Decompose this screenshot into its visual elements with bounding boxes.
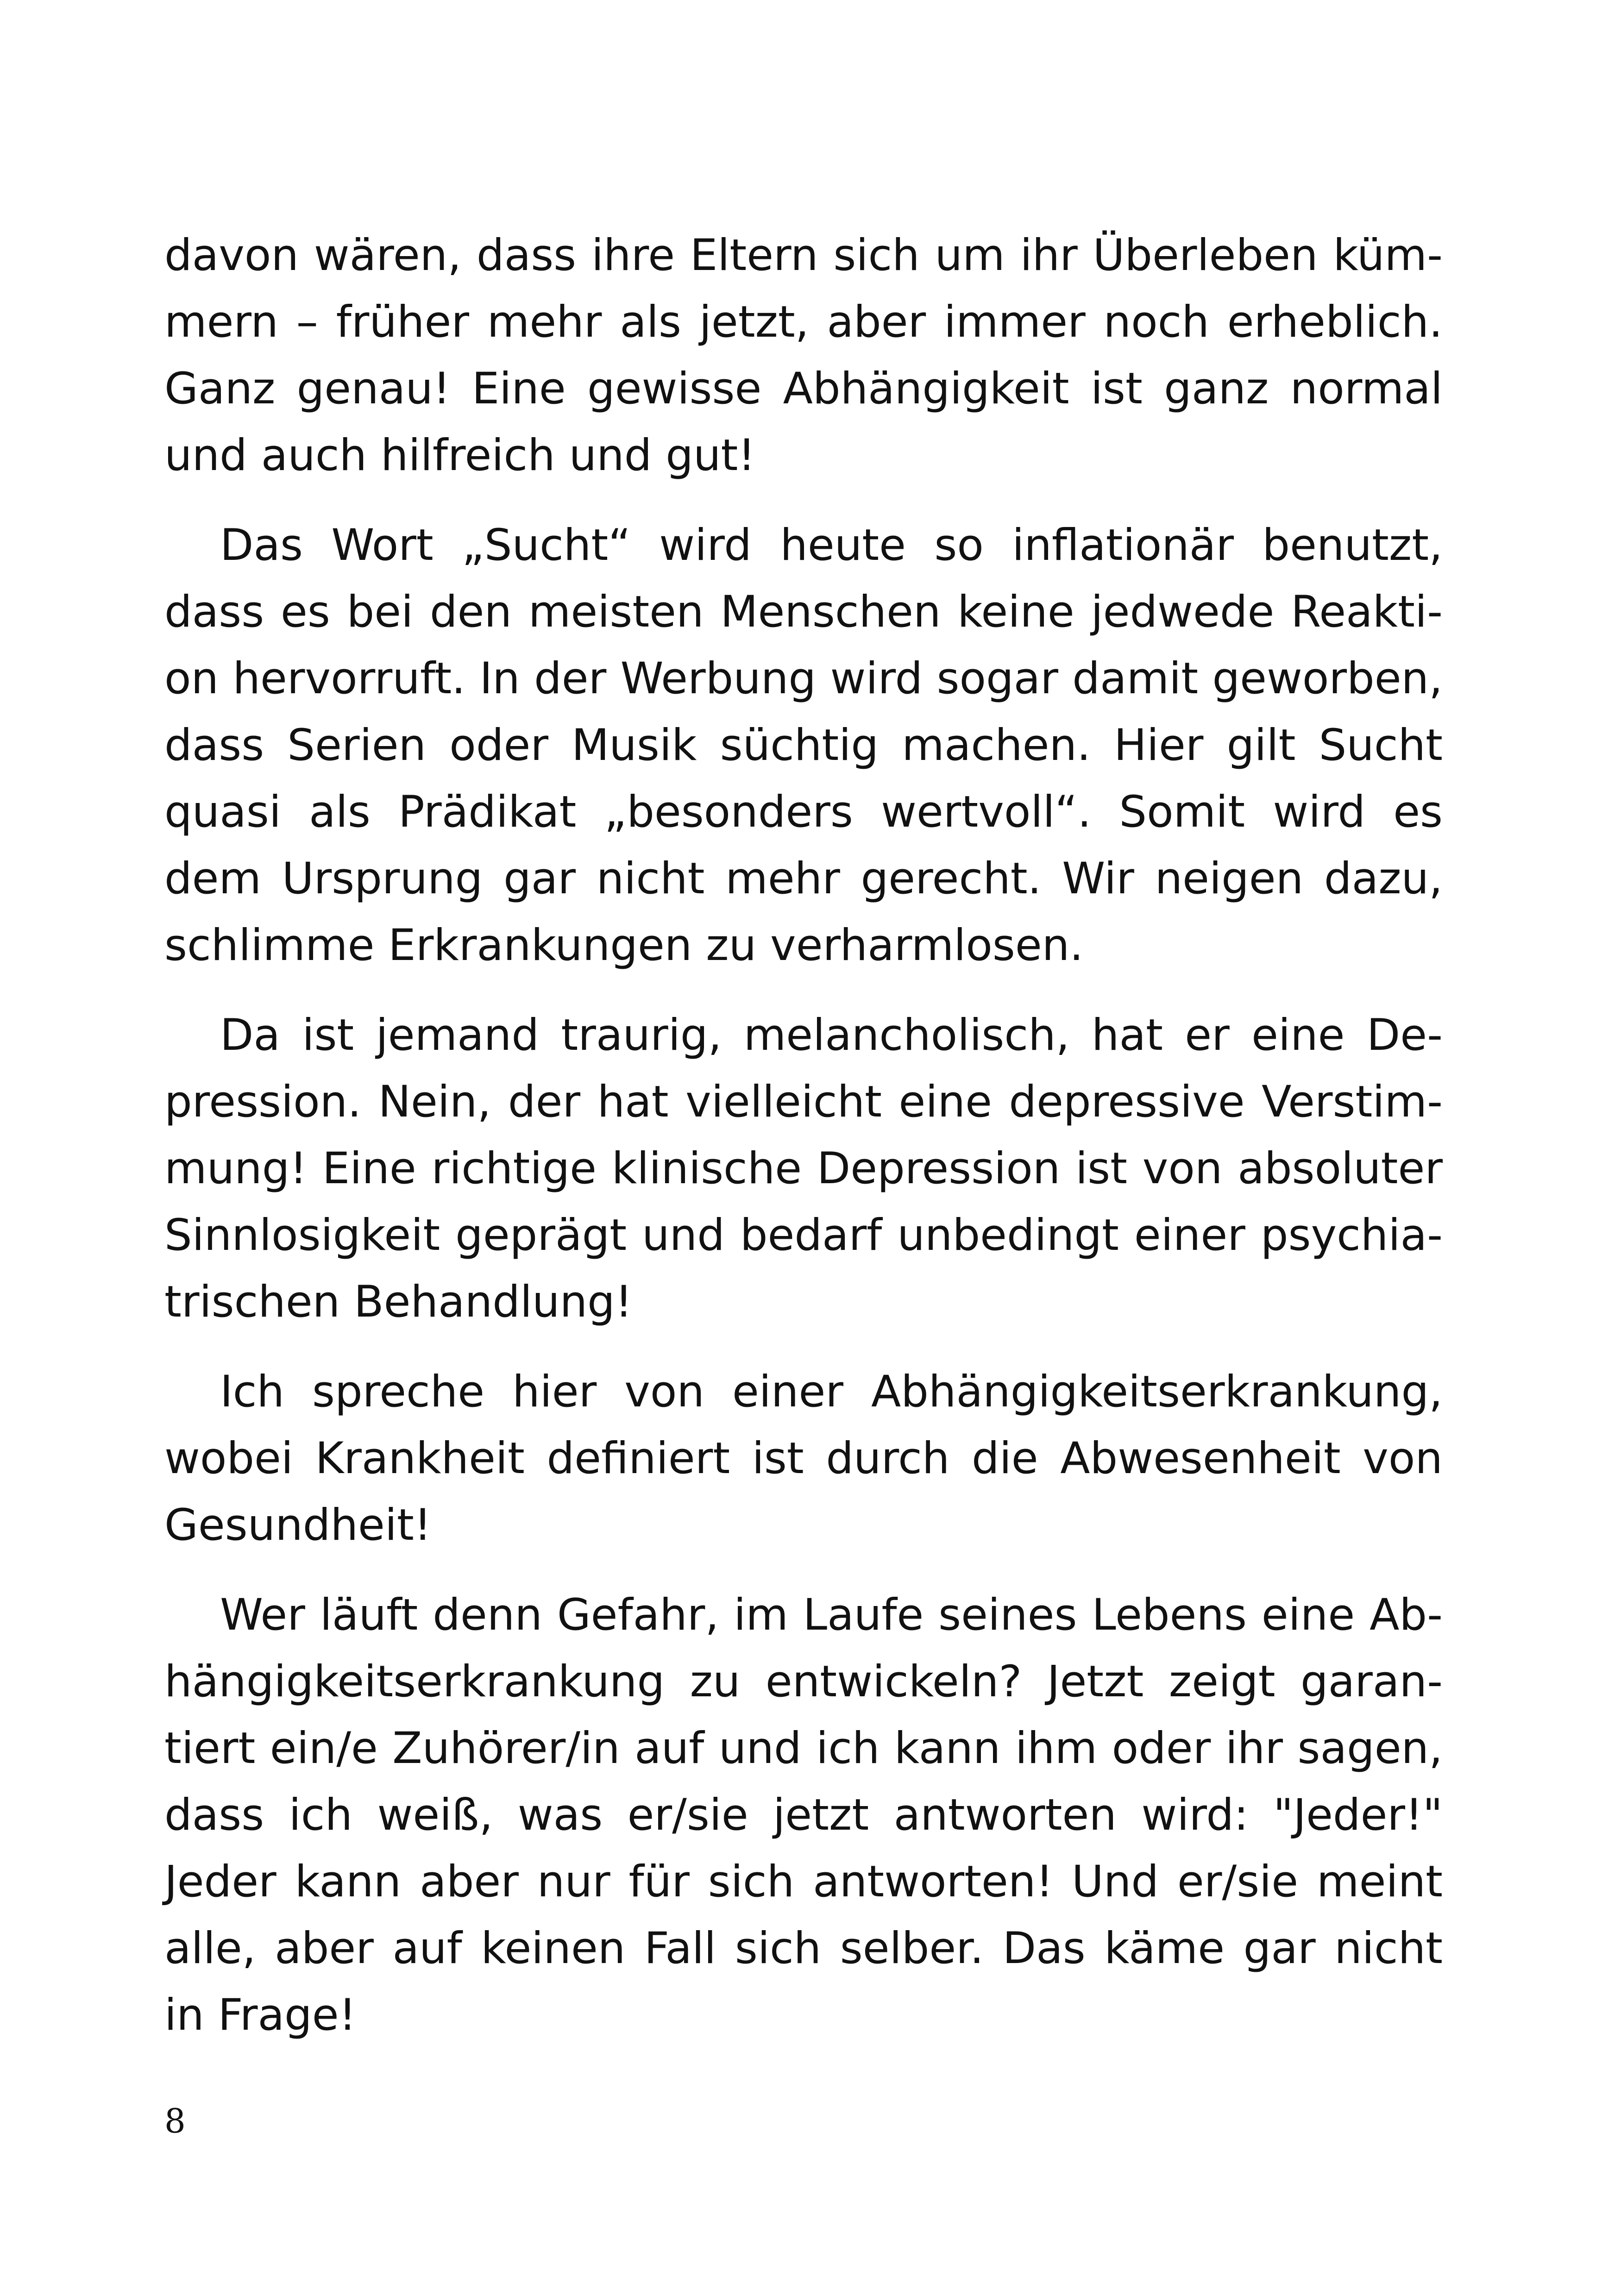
paragraph-2: Das Wort „Sucht“ wird heute so inflationär benutzt, dass es bei den meisten Menschen keine jedwede Reaktion hervorruft. In der Werbung wird sogar damit geworben, dass Serien oder Musik süchtig machen. Hier gilt Sucht quasi als Prädikat „besonders wertvoll“. Somit wird es dem Ursprung gar nicht mehr gerecht. Wir neigen dazu, schlimme Erkrankungen zu verharmlosen. (164, 520, 1443, 971)
body-text (164, 222, 1443, 2072)
paragraph-5: Wer läuft denn Gefahr, im Laufe seines Lebens eine Abhängigkeitserkrankung zu entwickeln? Jetzt zeigt garantiert ein/e Zuhörer/in auf und ich kann ihm oder ihr sagen, dass ich weiß, was er/sie jetzt antworten wird: "Jeder!" Jeder kann aber nur für sich antworten! Und er/sie meint alle, aber auf keinen Fall sich selber. Das käme gar nicht in Frage! (164, 1590, 1443, 2040)
paragraph-3: Da ist jemand traurig, melancholisch, hat er eine Depression. Nein, der hat vielleicht eine depressive Verstimmung! Eine richtige klinische Depression ist von absoluter Sinnlosigkeit geprägt und bedarf unbedingt einer psychiatrischen Behandlung! (164, 1010, 1443, 1327)
paragraph-4: Ich spreche hier von einer Abhängigkeitserkrankung, wobei Krankheit definiert ist durch die Abwesenheit von Gesundheit! (164, 1367, 1443, 1550)
page-number: 8 (164, 2102, 186, 2140)
paragraph-1: davon wären, dass ihre Eltern sich um ihr Überleben kümmern – früher mehr als jetzt, aber immer noch erheblich. Ganz genau! Eine gewisse Abhängigkeit ist ganz normal und auch hilfreich und gut! (164, 230, 1443, 481)
